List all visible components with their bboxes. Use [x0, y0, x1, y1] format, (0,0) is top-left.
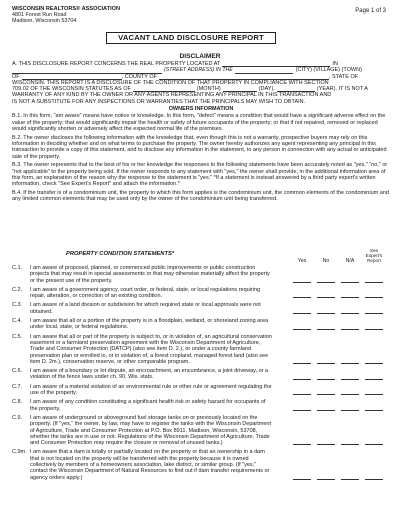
answer-fields: [293, 363, 383, 364]
statement-text: I am aware that a dam is totally or partially located on the property or that an ownership in a dam that is not located on the property will be transferred with the property because it is owned collectively by members of a homeowners association, lake district, or similar group. (If "yes," contact the Wisconsin Department of Natural Resources to find out if dam transfer requirements or agency orders apply.): [30, 449, 270, 481]
answer-no-field[interactable]: [317, 329, 335, 330]
statement-row: [12, 287, 390, 300]
disclaimer-line7: IS NOT A SUBSTITUTE FOR ANY INSPECTIONS OR WARRANTIES THAT THE PRINCIPALS MAY WISH TO OBTAIN.: [12, 98, 306, 105]
statement-row: [12, 415, 390, 446]
statement-text: I am aware of any condition constituting a significant health risk or safety hazard for occupants of the property.: [30, 399, 266, 412]
paragraph-b2: B.2. The owner discloses the following information with the knowledge that, even though this is not a warranty, prospective buyers may rely on this information in deciding whether and on what terms to purchase the property. The owner hereby authorizes any agent representing any principal in this transaction to provide a copy of this statement, and to disclose any information in the statement, to any person in connection with any actual or anticipated sale of the property.: [12, 134, 387, 160]
answer-fields: [293, 394, 383, 395]
statement-number: C.1.: [12, 265, 23, 271]
statement-row: [12, 265, 390, 284]
answer-yes-field[interactable]: [293, 313, 311, 314]
street-address-label: (STREET ADDRESS) IN THE: [164, 67, 233, 74]
answer-no-field[interactable]: [317, 410, 335, 411]
statement-number: C.9m.: [12, 449, 27, 456]
statement-text: I am aware that all or a portion of the property is in a floodplain, wetland, or shoreland zoning area under local, state, or federal regulations.: [30, 318, 269, 331]
column-yes: Yes: [297, 258, 307, 264]
answer-na-field[interactable]: [341, 313, 359, 314]
column-na: N/A: [345, 258, 355, 264]
statement-number: C.8.: [12, 399, 23, 406]
year-label: (YEAR). IT IS NOT A: [316, 86, 368, 93]
answer-fields: [293, 410, 383, 411]
statement-text: I am aware of a material violation of an environmental rule or other rule or agreement regulating the use of the property.: [30, 383, 272, 397]
answer-no-field[interactable]: [317, 444, 335, 445]
statement-row: [12, 318, 390, 331]
disclaimer-line4: WISCONSIN. THIS REPORT IS A DISCLOSURE OF THE CONDITION OF THAT PROPERTY IN COMPLIANCE WITH SECTION: [12, 79, 329, 86]
answer-na-field[interactable]: [341, 410, 359, 411]
state-label: , STATE OF: [329, 73, 359, 80]
column-no: No: [322, 258, 330, 264]
answer-expert-field[interactable]: [365, 363, 383, 364]
association-header: [12, 6, 120, 24]
answer-na-field[interactable]: [341, 444, 359, 445]
page-number: Page 1 of 3: [355, 8, 386, 14]
owners-info-heading: OWNERS INFORMATION: [168, 106, 234, 113]
statement-number: C.4.: [12, 318, 23, 325]
statement-row: [12, 302, 390, 315]
statement-text: I am aware of a government agency, court order, or federal, state, or local regulations requiring repair, alteration, or correction of an existing condition.: [30, 286, 261, 300]
answer-yes-field[interactable]: [293, 297, 311, 298]
statements-heading: PROPERTY CONDITION STATEMENTS*: [66, 251, 175, 257]
statement-number: C.6.: [12, 368, 23, 375]
month-label: (MONTH): [196, 86, 221, 93]
statement-row: [12, 399, 390, 412]
column-expert-report: See Expert's Report: [365, 248, 383, 263]
answer-na-field[interactable]: [341, 394, 359, 395]
answer-yes-field[interactable]: [293, 394, 311, 395]
disclaimer-line1: A. THIS DISCLOSURE REPORT CONCERNS THE REAL PROPERTY LOCATED AT: [12, 61, 221, 67]
statement-number: C.9.: [12, 414, 23, 421]
answer-fields: [293, 329, 383, 330]
county-label: , COUNTY OF: [121, 73, 157, 80]
answer-expert-field[interactable]: [365, 282, 383, 283]
answer-expert-field[interactable]: [365, 479, 383, 480]
statements-list: [12, 265, 390, 481]
answer-na-field[interactable]: [341, 363, 359, 364]
association-address-line1: 4801 Forest Run Road: [12, 12, 67, 18]
answer-fields: [293, 297, 383, 298]
paragraph-b4: B.4. If the transfer is of a condominium unit, the property to which this form applies is the condominium unit, the common elements of the condominium and any limited common elements that may be used only by the owner of the condominium unit being transferred.: [12, 189, 389, 203]
answer-expert-field[interactable]: [365, 297, 383, 298]
answer-expert-field[interactable]: [365, 329, 383, 330]
statement-number: C.2.: [12, 286, 23, 293]
answer-no-field[interactable]: [317, 297, 335, 298]
property-condition-statements: [12, 249, 390, 481]
answer-yes-field[interactable]: [293, 363, 311, 364]
municipality-field[interactable]: [235, 69, 293, 74]
statement-number: C.5.: [12, 333, 23, 340]
answer-no-field[interactable]: [317, 282, 335, 283]
answer-no-field[interactable]: [317, 479, 335, 480]
disclaimer-line5: 709.02 OF THE WISCONSIN STATUTES AS OF: [12, 86, 131, 93]
disclaimer-in: IN: [332, 61, 338, 67]
answer-fields: [293, 444, 383, 445]
answer-fields: [293, 313, 383, 314]
statement-row: [12, 384, 390, 397]
statement-text: I am aware of underground or aboveground fuel storage tanks on or previously located on the property. (If "yes," the owner, by law, may have to register the tanks with the Wisconsin Department of Agriculture, Trade and Consumer Protection at P.O. Box 8911, Madison, Wisconsin, 53708, whether the tanks are in use or not. Regulations of the Wisconsin Department of Agriculture, Trade and Consumer Protection may require the closure or removal of unused tanks.): [30, 414, 272, 447]
answer-na-field[interactable]: [341, 329, 359, 330]
statement-row: [12, 368, 390, 381]
paragraph-b3: B.3. The owner represents that to the best of his or her knowledge the responses to the following statements have been accurately noted as "yes," "no," or "not applicable" to the property being sold. If the owner responds to any statement with "yes," the owner shall provide, in the additional information area of this form, an explanation of the reason why the response to the statement is "yes." *If a statement is instead answered by a third party expert's written information, check "See Expert's Report" and attach the information.*: [12, 162, 388, 188]
association-name: WISCONSIN REALTORS® ASSOCIATION: [12, 6, 121, 12]
answer-na-field[interactable]: [341, 379, 359, 380]
answer-na-field[interactable]: [341, 282, 359, 283]
answer-fields: [293, 479, 383, 480]
of-label: OF: [12, 73, 20, 80]
statement-row: [12, 449, 390, 480]
statement-row: [12, 334, 390, 365]
document-title: VACANT LAND DISCLOSURE REPORT: [106, 32, 276, 44]
answer-yes-field[interactable]: [293, 282, 311, 283]
statement-text: I am aware that all or part of the property is subject to, or in violation of, an agricultural conservation easement or a farmland preservation agreement with the Wisconsin Department of Agriculture, Trade and Consumer Protection (DATCP) (also see item D. 2.), or under a county farmland preservation plan or enrolled in, or in violation of, a forest cropland, managed forest land (also see item D. 2m.), conservation reserve, or other comparable program.: [30, 333, 272, 365]
county-state-line: [12, 74, 390, 80]
answer-no-field[interactable]: [317, 363, 335, 364]
statement-text: I am aware of proposed, planned, or commenced public improvements or public construction projects that may result in special assessments or that may otherwise materially affect the property or the present use of the property.: [30, 265, 270, 284]
answer-yes-field[interactable]: [293, 379, 311, 380]
answer-yes-field[interactable]: [293, 329, 311, 330]
answer-expert-field[interactable]: [365, 394, 383, 395]
answer-expert-field[interactable]: [365, 410, 383, 411]
answer-no-field[interactable]: [317, 394, 335, 395]
paragraph-b1: B.1. In this form, "am aware" means have notice or knowledge. In this form, "defect" means a condition that would have a significant adverse effect on the value of the property; that would significantly impair the health or safety of future occupants of the property; or that if not repaired, removed or replaced would significantly shorten or adversely affect the expected normal life of the premises.: [12, 113, 386, 132]
answer-expert-field[interactable]: [365, 379, 383, 380]
answer-yes-field[interactable]: [293, 444, 311, 445]
statement-number: C.7.: [12, 383, 23, 390]
answer-fields: [293, 282, 383, 283]
association-address-line2: Madison, Wisconsin 53704: [12, 18, 77, 24]
answer-no-field[interactable]: [317, 379, 335, 380]
statements-header: [12, 249, 390, 265]
answer-yes-field[interactable]: [293, 479, 311, 480]
answer-yes-field[interactable]: [293, 410, 311, 411]
disclaimer-section: [12, 61, 390, 202]
answer-expert-field[interactable]: [365, 313, 383, 314]
disclaimer-heading: DISCLAIMER: [179, 53, 221, 60]
day-label: (DAY),: [258, 86, 275, 93]
answer-no-field[interactable]: [317, 313, 335, 314]
answer-fields: [293, 379, 383, 380]
answer-na-field[interactable]: [341, 479, 359, 480]
statement-text: I am aware of a boundary or lot dispute, an encroachment, an encumbrance, a joint driveway, or a violation of the fence laws under ch. 90, Wis. stats.: [30, 368, 269, 381]
answer-expert-field[interactable]: [365, 444, 383, 445]
statement-text: I am aware of a land division or subdivision for which required state or local approvals were not obtained.: [30, 302, 261, 315]
statement-number: C.3.: [12, 302, 23, 309]
answer-na-field[interactable]: [341, 297, 359, 298]
city-label: (CITY) (VILLAGE) (TOWN): [295, 67, 362, 74]
disclaimer-line6: WARRANTY OF ANY KIND BY THE OWNER OR ANY AGENTS REPRESENTING ANY PRINCIPAL IN THIS TRANSACTION AND: [12, 92, 332, 99]
